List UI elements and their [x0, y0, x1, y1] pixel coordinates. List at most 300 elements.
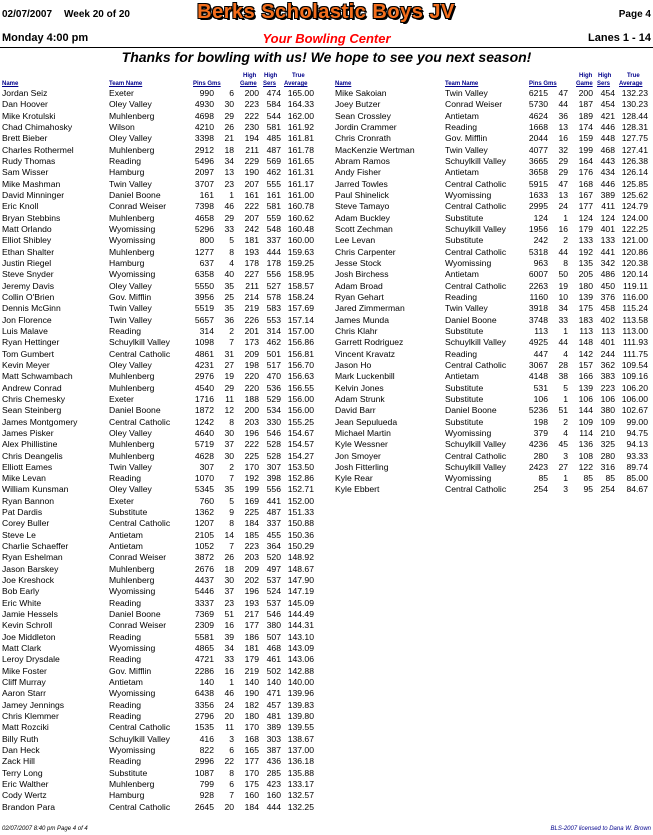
- games: 6: [229, 88, 234, 98]
- bowler-row: [2, 802, 314, 813]
- pins: 2996: [194, 756, 214, 767]
- pins: 5519: [194, 303, 214, 314]
- high-game: 133: [578, 235, 593, 246]
- team-name: Central Catholic: [445, 246, 507, 257]
- pins: 1277: [194, 246, 214, 257]
- team-name: Twin Valley: [445, 144, 488, 155]
- true-average: 119.11: [622, 280, 648, 291]
- team-name: Oley Valley: [109, 99, 152, 110]
- games: 18: [224, 563, 234, 574]
- high-series: 398: [266, 473, 281, 484]
- bowler-name: Adam Strunk: [335, 393, 385, 404]
- bowler-row: [335, 383, 650, 394]
- bowler-name: Dan Hoover: [2, 99, 48, 110]
- high-series: 223: [600, 382, 615, 393]
- true-average: 147.90: [287, 575, 314, 586]
- high-game: 136: [578, 439, 593, 450]
- games: 10: [558, 291, 568, 302]
- high-series: 254: [600, 484, 615, 495]
- pins: 2263: [528, 280, 548, 291]
- team-name: Twin Valley: [109, 178, 152, 189]
- high-series: 546: [266, 427, 281, 438]
- bowler-row: [335, 167, 650, 178]
- high-game: 217: [244, 609, 259, 620]
- high-game: 225: [244, 450, 259, 461]
- bowler-name: Joe Middleton: [2, 631, 56, 642]
- team-name: Oley Valley: [109, 359, 152, 370]
- true-average: 156.55: [287, 382, 314, 393]
- pins: 5446: [194, 586, 214, 597]
- team-name: Substitute: [109, 767, 148, 778]
- bowler-name: Leroy Drysdale: [2, 654, 60, 665]
- team-name: Central Catholic: [109, 518, 171, 529]
- pins: 3748: [528, 314, 548, 325]
- col-true-avg: Average: [619, 81, 643, 87]
- pins: 799: [199, 779, 214, 790]
- high-game: 187: [578, 99, 593, 110]
- games: 16: [224, 620, 234, 631]
- games: 25: [224, 291, 234, 302]
- games: 20: [224, 801, 234, 812]
- team-name: Gov. Mifflin: [109, 291, 152, 302]
- games: 8: [229, 246, 234, 257]
- bowler-row: [335, 473, 650, 484]
- high-game: 159: [578, 133, 593, 144]
- high-game: 139: [578, 291, 593, 302]
- high-series: 461: [266, 654, 281, 665]
- bowler-row: [2, 439, 314, 450]
- pins: 990: [199, 88, 214, 98]
- bowler-name: Sean Crossley: [335, 110, 391, 121]
- pins: 5730: [528, 99, 548, 110]
- team-name: Wyomissing: [445, 427, 492, 438]
- high-series: 524: [266, 586, 281, 597]
- high-game: 124: [578, 212, 593, 223]
- bowler-name: Chris Deangelis: [2, 450, 63, 461]
- day-time: Monday 4:00 pm: [2, 32, 89, 44]
- true-average: 125.85: [621, 178, 648, 189]
- col-name: Name: [335, 81, 352, 87]
- pins: 7398: [194, 201, 214, 212]
- bowler-row: [2, 269, 314, 280]
- bowler-name: Dennis McGinn: [2, 303, 61, 314]
- games: 26: [224, 552, 234, 563]
- high-series: 387: [266, 745, 281, 756]
- high-game: 181: [244, 235, 259, 246]
- week-label: Week 20 of 20: [64, 9, 130, 20]
- true-average: 127.41: [621, 144, 648, 155]
- bowler-row: [2, 620, 314, 631]
- bowler-name: Brett Bieber: [2, 133, 48, 144]
- bowler-name: Chris Klahr: [335, 325, 378, 336]
- games: 36: [558, 110, 568, 121]
- high-game: 223: [244, 99, 259, 110]
- high-game: 207: [244, 212, 259, 223]
- team-name: Reading: [109, 654, 142, 665]
- high-game: 219: [244, 665, 259, 676]
- high-series: 244: [600, 348, 615, 359]
- bowler-row: [335, 190, 650, 201]
- high-game: 170: [244, 767, 259, 778]
- high-series: 383: [600, 371, 615, 382]
- bowler-row: [335, 428, 650, 439]
- team-name: Schuylkill Valley: [109, 337, 170, 348]
- team-name: Wyomissing: [109, 688, 156, 699]
- true-average: 165.00: [287, 88, 314, 98]
- team-name: Daniel Boone: [109, 189, 161, 200]
- pins: 2976: [194, 371, 214, 382]
- true-average: 152.86: [287, 473, 314, 484]
- bowler-name: Mark Luckenbill: [335, 371, 395, 382]
- team-name: Antietam: [445, 371, 479, 382]
- team-name: Schuylkill Valley: [445, 461, 506, 472]
- true-average: 93.33: [626, 450, 648, 461]
- bowler-name: Andy Fisher: [335, 167, 381, 178]
- games: 46: [224, 201, 234, 212]
- high-game: 190: [244, 167, 259, 178]
- true-average: 139.83: [287, 699, 314, 710]
- high-game: 202: [244, 575, 259, 586]
- bowler-name: Ethan Shalter: [2, 246, 55, 257]
- team-name: Muhlenberg: [109, 563, 155, 574]
- true-average: 148.67: [287, 563, 314, 574]
- true-average: 161.65: [287, 155, 314, 166]
- left-standings-list: [2, 88, 314, 813]
- high-series: 536: [266, 382, 281, 393]
- pins: 4628: [194, 450, 214, 461]
- pins: 6215: [528, 88, 548, 98]
- bowler-row: [2, 167, 314, 178]
- pins: 1716: [194, 393, 214, 404]
- games: 29: [224, 212, 234, 223]
- bowler-name: Michael Martin: [335, 427, 391, 438]
- high-game: 199: [578, 144, 593, 155]
- high-game: 190: [244, 688, 259, 699]
- high-series: 441: [266, 495, 281, 506]
- bowler-name: Chris Chemesky: [2, 393, 66, 404]
- bowler-name: Matt Rozciki: [2, 722, 49, 733]
- team-name: Reading: [109, 756, 142, 767]
- high-series: 529: [266, 393, 281, 404]
- bowler-name: Dan Heck: [2, 745, 40, 756]
- pins: 531: [533, 382, 548, 393]
- bowler-name: Pat Dardis: [2, 507, 43, 518]
- pins: 1098: [194, 337, 214, 348]
- col-name: Name: [2, 81, 19, 87]
- games: 34: [224, 643, 234, 654]
- high-game: 179: [578, 223, 593, 234]
- true-average: 136.18: [287, 756, 314, 767]
- high-series: 380: [600, 405, 615, 416]
- true-average: 150.29: [287, 541, 314, 552]
- high-series: 342: [600, 257, 615, 268]
- games: 19: [224, 371, 234, 382]
- high-game: 180: [244, 711, 259, 722]
- pins: 1668: [528, 121, 548, 132]
- games: 7: [229, 541, 234, 552]
- pins: 1070: [194, 473, 214, 484]
- team-name: Substitute: [445, 325, 484, 336]
- true-average: 160.00: [287, 235, 314, 246]
- bowler-name: Sam Wisser: [2, 167, 49, 178]
- bowler-name: MacKenzie Wertman: [335, 144, 415, 155]
- bowler-name: Ryan Hettinger: [2, 337, 60, 348]
- pins: 800: [199, 235, 214, 246]
- bowler-name: Matt Clark: [2, 643, 42, 654]
- bowler-row: [2, 394, 314, 405]
- pins: 6358: [194, 269, 214, 280]
- high-series: 337: [266, 235, 281, 246]
- games: 36: [224, 314, 234, 325]
- true-average: 160.78: [287, 201, 314, 212]
- true-average: 137.00: [287, 745, 314, 756]
- games: 7: [229, 790, 234, 801]
- bowler-name: Jamie Hessels: [2, 609, 58, 620]
- high-game: 95: [583, 484, 593, 495]
- high-game: 198: [244, 359, 259, 370]
- true-average: 158.95: [287, 269, 314, 280]
- high-series: 556: [266, 269, 281, 280]
- bowler-row: [2, 235, 314, 246]
- true-average: 106.20: [621, 382, 648, 393]
- bowler-name: Jordin Crammer: [335, 121, 397, 132]
- high-series: 471: [266, 688, 281, 699]
- games: 1: [229, 189, 234, 200]
- team-name: Wyomissing: [109, 643, 156, 654]
- high-game: 177: [578, 201, 593, 212]
- true-average: 113.00: [622, 325, 648, 336]
- high-series: 454: [600, 88, 615, 98]
- high-series: 106: [600, 393, 615, 404]
- pins: 822: [199, 745, 214, 756]
- bowler-name: William Kunsman: [2, 484, 69, 495]
- bowler-name: Bryan Stebbins: [2, 212, 61, 223]
- pins: 1535: [194, 722, 214, 733]
- team-name: Conrad Weiser: [109, 552, 167, 563]
- pins: 314: [199, 325, 214, 336]
- high-series: 133: [600, 235, 615, 246]
- games: 3: [563, 484, 568, 495]
- bowler-name: Kyle Rear: [335, 473, 373, 484]
- bowler-name: Collin O'Brien: [2, 291, 55, 302]
- bowling-center-name: Your Bowling Center: [262, 31, 391, 46]
- games: 23: [224, 597, 234, 608]
- bowler-row: [2, 428, 314, 439]
- high-series: 457: [266, 699, 281, 710]
- bowler-name: Chris Carpenter: [335, 246, 396, 257]
- bowler-row: [2, 213, 314, 224]
- high-game: 199: [244, 484, 259, 495]
- team-name: Reading: [109, 711, 142, 722]
- bowler-row: [335, 145, 650, 156]
- games: 30: [224, 99, 234, 110]
- true-average: 157.00: [287, 325, 314, 336]
- col-high-game-top: High: [579, 73, 593, 79]
- bowler-row: [2, 360, 314, 371]
- high-game: 205: [578, 269, 593, 280]
- high-series: 527: [266, 280, 281, 291]
- high-game: 185: [244, 529, 259, 540]
- bowler-name: Kevin Schroll: [2, 620, 53, 631]
- pins: 4236: [528, 439, 548, 450]
- bowler-row: [2, 383, 314, 394]
- true-average: 132.25: [287, 801, 314, 812]
- bowler-name: Jon Smoyer: [335, 450, 381, 461]
- true-average: 144.31: [287, 620, 314, 631]
- team-name: Gov. Mifflin: [445, 133, 488, 144]
- team-name: Substitute: [445, 416, 484, 427]
- bowler-row: [335, 247, 650, 258]
- bowler-row: [2, 133, 314, 144]
- bowler-row: [2, 654, 314, 665]
- page-number: Page 4: [618, 9, 651, 20]
- bowler-row: [2, 258, 314, 269]
- high-series: 402: [600, 314, 615, 325]
- true-average: 155.25: [287, 416, 314, 427]
- col-pins-gms: Pins Gms: [193, 81, 221, 87]
- games: 33: [558, 314, 568, 325]
- bowler-row: [335, 292, 650, 303]
- bowler-row: [335, 394, 650, 405]
- high-game: 140: [244, 677, 259, 688]
- pins: 4231: [194, 359, 214, 370]
- pins: 254: [533, 484, 548, 495]
- pins: 447: [533, 348, 548, 359]
- high-series: 548: [266, 223, 281, 234]
- high-game: 201: [244, 325, 259, 336]
- games: 35: [224, 303, 234, 314]
- games: 30: [224, 575, 234, 586]
- high-game: 164: [578, 155, 593, 166]
- games: 34: [558, 303, 568, 314]
- games: 3: [229, 733, 234, 744]
- high-series: 436: [266, 756, 281, 767]
- true-average: 151.33: [287, 507, 314, 518]
- true-average: 161.00: [287, 189, 314, 200]
- team-name: Twin Valley: [445, 88, 488, 98]
- team-name: Daniel Boone: [445, 314, 497, 325]
- col-high-sers: Sers: [263, 81, 277, 87]
- games: 4: [563, 427, 568, 438]
- high-game: 229: [244, 155, 259, 166]
- bowler-name: David Minninger: [2, 189, 65, 200]
- true-average: 94.13: [626, 439, 648, 450]
- bowler-row: [2, 790, 314, 801]
- high-game: 230: [244, 121, 259, 132]
- pins: 4658: [194, 212, 214, 223]
- high-series: 307: [266, 461, 281, 472]
- pins: 3658: [528, 167, 548, 178]
- bowler-row: [2, 201, 314, 212]
- true-average: 161.92: [287, 121, 314, 132]
- pins: 2995: [528, 201, 548, 212]
- games: 2: [563, 235, 568, 246]
- pins: 5719: [194, 439, 214, 450]
- bowler-name: Jordan Seiz: [2, 88, 48, 98]
- pins: 242: [533, 235, 548, 246]
- games: 9: [229, 507, 234, 518]
- pins: 5296: [194, 223, 214, 234]
- games: 1: [563, 473, 568, 484]
- bowler-row: [335, 337, 650, 348]
- true-average: 153.50: [287, 461, 314, 472]
- games: 8: [563, 257, 568, 268]
- games: 20: [224, 711, 234, 722]
- bowler-name: Elliott Eames: [2, 461, 53, 472]
- high-game: 211: [245, 144, 259, 155]
- games: 33: [224, 654, 234, 665]
- high-series: 411: [601, 201, 615, 212]
- col-high-game: Game: [576, 81, 593, 87]
- games: 30: [224, 427, 234, 438]
- bowler-row: [335, 179, 650, 190]
- high-series: 455: [266, 529, 281, 540]
- team-name: Gov. Mifflin: [109, 665, 152, 676]
- team-name: Reading: [109, 631, 142, 642]
- true-average: 157.14: [287, 314, 314, 325]
- high-series: 462: [266, 337, 281, 348]
- high-game: 106: [578, 393, 593, 404]
- high-series: 303: [266, 733, 281, 744]
- pins: 3356: [194, 699, 214, 710]
- pins: 2105: [194, 529, 214, 540]
- bowler-name: Jeremy Davis: [2, 280, 55, 291]
- team-name: Central Catholic: [445, 359, 507, 370]
- high-series: 517: [266, 359, 281, 370]
- high-game: 220: [244, 382, 259, 393]
- bowler-name: Ryan Eshelman: [2, 552, 63, 563]
- true-average: 99.00: [626, 416, 648, 427]
- pins: 5550: [194, 280, 214, 291]
- high-game: 188: [244, 393, 259, 404]
- bowler-name: Adam Buckley: [335, 212, 390, 223]
- bowler-row: [335, 360, 650, 371]
- games: 44: [558, 99, 568, 110]
- bowler-row: [2, 575, 314, 586]
- col-high-sers-top: High: [598, 73, 612, 79]
- bowler-name: Zack Hill: [2, 756, 35, 767]
- bowler-name: Alex Phillistine: [2, 439, 58, 450]
- games: 39: [224, 631, 234, 642]
- games: 27: [558, 461, 568, 472]
- bowler-name: Kyle Ebbert: [335, 484, 380, 495]
- high-series: 285: [266, 767, 281, 778]
- high-series: 501: [266, 348, 281, 359]
- bowler-name: Aaron Starr: [2, 688, 46, 699]
- high-game: 193: [244, 246, 259, 257]
- high-game: 192: [244, 473, 259, 484]
- bowler-row: [2, 122, 314, 133]
- games: 21: [224, 133, 234, 144]
- true-average: 158.24: [287, 291, 314, 302]
- team-name: Substitute: [109, 507, 148, 518]
- high-series: 581: [266, 121, 281, 132]
- team-name: Oley Valley: [109, 133, 152, 144]
- high-game: 175: [244, 779, 259, 790]
- pins: 4077: [528, 144, 548, 155]
- bowler-name: Cliff Murray: [2, 677, 46, 688]
- high-series: 502: [266, 665, 281, 676]
- team-name: Daniel Boone: [109, 405, 161, 416]
- bowler-name: Mike Krotulski: [2, 110, 56, 121]
- bowler-name: Jamey Jennings: [2, 699, 65, 710]
- true-average: 138.67: [287, 733, 314, 744]
- high-series: 537: [266, 575, 281, 586]
- bowler-name: Andrew Conrad: [2, 382, 62, 393]
- bowler-name: Cody Wertz: [2, 790, 47, 801]
- bowler-name: Jarred Towles: [335, 178, 388, 189]
- bowler-row: [2, 145, 314, 156]
